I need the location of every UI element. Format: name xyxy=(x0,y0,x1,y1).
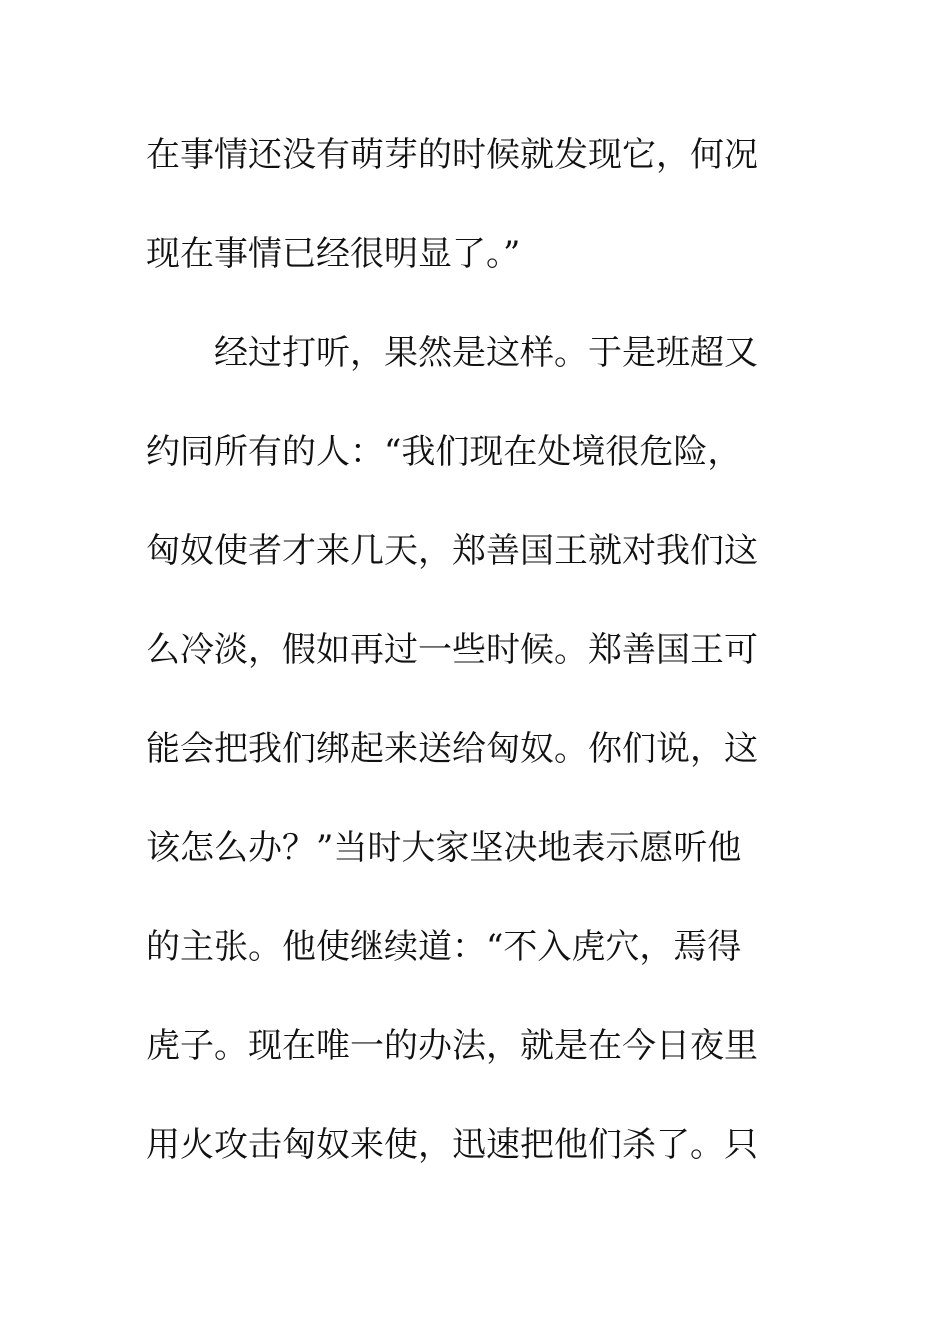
body-text xyxy=(146,125,786,1214)
text-line: 该怎么办？”当时大家坚决地表示愿听他 xyxy=(146,828,742,868)
text-line: 在事情还没有萌芽的时候就发现它，何况 xyxy=(146,135,758,175)
text-line: 约同所有的人：“我们现在处境很危险， xyxy=(146,432,742,472)
text-line: 用火攻击匈奴来使，迅速把他们杀了。只 xyxy=(146,1125,758,1165)
text-line: 能会把我们绑起来送给匈奴。你们说，这 xyxy=(146,729,758,769)
text-line: 么冷淡，假如再过一些时候。郑善国王可 xyxy=(146,630,758,670)
text-line: 的主张。他使继续道：“不入虎穴，焉得 xyxy=(146,927,742,967)
text-line: 虎子。现在唯一的办法，就是在今日夜里 xyxy=(146,1026,758,1066)
text-line: 匈奴使者才来几天，郑善国王就对我们这 xyxy=(146,531,758,571)
text-line: 现在事情已经很明显了。” xyxy=(146,234,521,274)
text-line: 经过打听，果然是这样。于是班超又 xyxy=(146,333,758,373)
